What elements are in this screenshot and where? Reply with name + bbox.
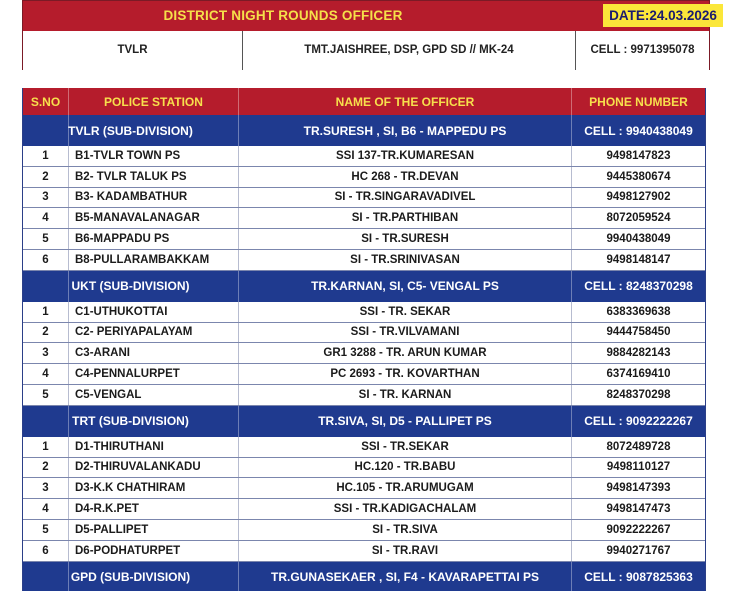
cell-officer: SI - TR. KARNAN [358,388,452,401]
cell-station: C5-VENGAL [75,388,142,401]
cell-sno: 1 [42,305,49,318]
table-row [23,385,705,406]
cell-phone: 9940438049 [606,233,671,246]
cell-phone: 8248370298 [606,388,671,401]
cell-sno: 3 [42,191,49,204]
cell-phone: 9444758450 [606,326,671,339]
table-row [23,541,705,562]
cell-officer: SI - TR.RAVI [371,544,439,557]
cell-phone: 9498147393 [606,482,671,495]
subdivision-cell: CELL : 9087825363 [584,570,693,585]
subdivision-name: TRT (SUB-DIVISION) [72,414,189,429]
cell-station: D4-R.K.PET [75,503,139,516]
table-row [23,146,705,167]
cell-station: B1-TVLR TOWN PS [75,149,181,162]
table-row [23,167,705,188]
cell-station: D2-THIRUVALANKADU [75,461,201,474]
cell-phone: 6383369638 [606,305,671,318]
cell-station: D1-THIRUTHANI [75,440,164,453]
cell-phone: 8072059524 [606,212,671,225]
cell-officer: SSI - TR.SEKAR [361,440,449,453]
table-row [23,302,705,323]
cell-station: C2- PERIYAPALAYAM [75,326,193,339]
column-header-phone: PHONE NUMBER [589,94,688,109]
header-info-row [23,31,709,70]
table-row [23,437,705,458]
cell-phone: 8072489728 [606,440,671,453]
subdivision-officer: TR.SURESH , SI, B6 - MAPPEDU PS [303,123,507,138]
header-cell: CELL : 9971395078 [590,44,695,56]
header-banner [23,1,717,31]
table-row [23,478,705,499]
subdivision-row [23,271,705,302]
date-badge: DATE:24.03.2026 [603,4,723,27]
cell-phone: 9498127902 [606,191,671,204]
cell-sno: 4 [42,368,49,381]
cell-officer: SSI - TR.VILVAMANI [350,326,460,339]
cell-station: C1-UTHUKOTTAI [75,305,168,318]
cell-sno: 2 [42,170,49,183]
cell-officer: HC 268 - TR.DEVAN [351,170,459,183]
column-header-station: POLICE STATION [104,94,203,109]
cell-sno: 4 [42,503,49,516]
subdivision-row [23,115,705,146]
table-header-row [23,88,705,115]
cell-station: D6-PODHATURPET [75,544,181,557]
cell-officer: SI - TR.SIVA [372,523,438,536]
cell-phone: 9092222267 [606,523,671,536]
subdivision-row [23,562,705,591]
cell-station: C3-ARANI [75,347,130,360]
cell-sno: 2 [42,461,49,474]
subdivision-cell: CELL : 9940438049 [584,123,693,138]
cell-sno: 5 [42,233,49,246]
subdivision-name: GPD (SUB-DIVISION) [70,570,191,585]
cell-phone: 9884282143 [606,347,671,360]
cell-sno: 6 [42,544,49,557]
cell-station: B6-MAPPADU PS [75,233,170,246]
rounds-table [22,88,706,591]
cell-officer: SSI 137-TR.KUMARESAN [335,149,475,162]
cell-sno: 5 [42,388,49,401]
cell-station: B8-PULLARAMBAKKAM [75,253,210,266]
cell-station: D5-PALLIPET [75,523,149,536]
cell-station: C4-PENNALURPET [75,368,180,381]
column-header-sno: S.NO [30,94,61,109]
cell-officer: SI - TR.SRINIVASAN [350,253,460,266]
subdivision-officer: TR.GUNASEKAER , SI, F4 - KAVARAPETTAI PS [270,570,540,585]
cell-phone: 9445380674 [606,170,671,183]
cell-officer: HC.105 - TR.ARUMUGAM [336,482,474,495]
subdivision-name: TVLR (SUB-DIVISION) [68,123,193,138]
cell-sno: 3 [42,347,49,360]
subdivision-cell: CELL : 8248370298 [584,279,693,294]
table-row [23,343,705,364]
table-row [23,520,705,541]
cell-station: B2- TVLR TALUK PS [75,170,187,183]
cell-officer: SI - TR.PARTHIBAN [351,212,459,225]
header-panel [22,0,717,70]
cell-station: D3-K.K CHATHIRAM [75,482,186,495]
table-row [23,250,705,271]
cell-officer: PC 2693 - TR. KOVARTHAN [330,368,480,381]
table-row [23,323,705,344]
cell-officer: SI - TR.SURESH [361,233,449,246]
cell-sno: 5 [42,523,49,536]
table-row [23,188,705,209]
cell-phone: 9498148147 [606,253,671,266]
table-row [23,458,705,479]
cell-officer: GR1 3288 - TR. ARUN KUMAR [323,347,487,360]
table-row [23,499,705,520]
cell-officer: SSI - TR.KADIGACHALAM [333,503,477,516]
subdivision-row [23,406,705,437]
cell-officer: SI - TR.SINGARAVADIVEL [334,191,476,204]
table-row [23,364,705,385]
cell-station: B3- KADAMBATHUR [75,191,188,204]
subdivision-officer: TR.KARNAN, SI, C5- VENGAL PS [311,279,499,294]
subdivision-officer: TR.SIVA, SI, D5 - PALLIPET PS [318,414,492,429]
cell-sno: 6 [42,253,49,266]
cell-sno: 1 [42,149,49,162]
cell-phone: 6374169410 [606,368,671,381]
cell-sno: 1 [42,440,49,453]
cell-phone: 9498110127 [606,461,671,474]
column-header-officer: NAME OF THE OFFICER [335,94,475,109]
header-district: TVLR [117,44,148,56]
table-row [23,229,705,250]
subdivision-cell: CELL : 9092222267 [584,414,693,429]
table-row [23,208,705,229]
cell-phone: 9498147823 [606,149,671,162]
cell-station: B5-MANAVALANAGAR [75,212,200,225]
cell-officer: HC.120 - TR.BABU [354,461,456,474]
cell-officer: SSI - TR. SEKAR [359,305,451,318]
cell-phone: 9498147473 [606,503,671,516]
page-title: DISTRICT NIGHT ROUNDS OFFICER [163,8,403,23]
cell-sno: 2 [42,326,49,339]
cell-sno: 4 [42,212,49,225]
cell-sno: 3 [42,482,49,495]
cell-phone: 9940271767 [606,544,671,557]
subdivision-name: UKT (SUB-DIVISION) [71,279,190,294]
header-officer: TMT.JAISHREE, DSP, GPD SD // MK-24 [304,44,514,56]
